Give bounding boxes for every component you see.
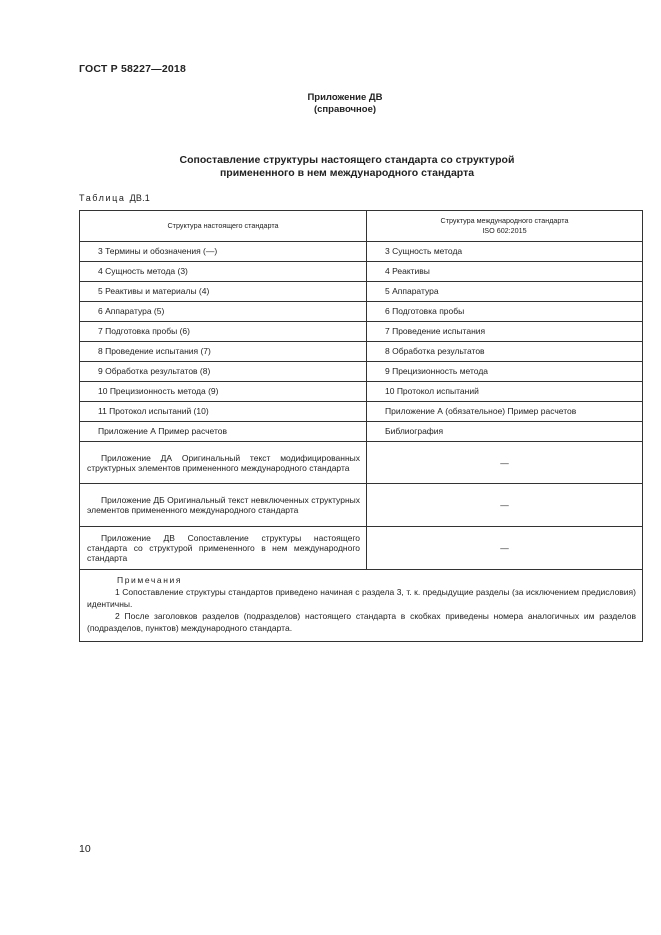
table-label — [79, 193, 150, 203]
cell-international: — — [367, 527, 643, 570]
header-col-international — [367, 211, 643, 242]
header-col-international-line1: Структура международного стандарта — [440, 216, 569, 225]
cell-national: 6 Аппаратура (5) — [80, 302, 367, 322]
table-row — [80, 242, 643, 262]
header-col-international-line2: ISO 602:2015 — [482, 226, 527, 235]
table-row — [80, 322, 643, 342]
table-row — [80, 382, 643, 402]
cell-international: — — [367, 442, 643, 484]
standard-code: ГОСТ Р 58227—2018 — [79, 63, 187, 75]
notes-row — [80, 570, 643, 642]
cell-national: 8 Проведение испытания (7) — [80, 342, 367, 362]
cell-national: Приложение ДА Оригинальный текст модифицированных структурных элементов примененного международного стандарта — [80, 442, 367, 484]
annex-title: Приложение ДВ — [307, 92, 383, 103]
table-row — [80, 402, 643, 422]
table-header-row — [80, 211, 643, 242]
table-label-number: ДВ.1 — [129, 193, 151, 203]
cell-national: 3 Термины и обозначения (—) — [80, 242, 367, 262]
cell-international: 6 Подготовка пробы — [367, 302, 643, 322]
cell-international: 8 Обработка результатов — [367, 342, 643, 362]
structure-comparison-table — [79, 210, 643, 642]
header-col-national: Структура настоящего стандарта — [80, 211, 367, 242]
document-title-line1: Сопоставление структуры настоящего стандарта со структурой — [179, 154, 515, 166]
cell-national: Приложение А Пример расчетов — [80, 422, 367, 442]
table-row — [80, 362, 643, 382]
table-row — [80, 262, 643, 282]
cell-international: — — [367, 484, 643, 527]
cell-international: 4 Реактивы — [367, 262, 643, 282]
cell-international: 7 Проведение испытания — [367, 322, 643, 342]
cell-national: 7 Подготовка пробы (6) — [80, 322, 367, 342]
cell-national: 10 Прецизионность метода (9) — [80, 382, 367, 402]
cell-national: 5 Реактивы и материалы (4) — [80, 282, 367, 302]
table-row — [80, 342, 643, 362]
table-row — [80, 442, 643, 484]
notes-cell — [80, 570, 643, 642]
notes-heading: Примечания — [117, 575, 183, 585]
cell-national: Приложение ДБ Оригинальный текст невключенных структурных элементов примененного международного стандарта — [80, 484, 367, 527]
cell-national: Приложение ДВ Сопоставление структуры настоящего стандарта со структурой примененного в нем международного стандарта — [80, 527, 367, 570]
cell-international: 9 Прецизионность метода — [367, 362, 643, 382]
cell-national: 11 Протокол испытаний (10) — [80, 402, 367, 422]
table-label-prefix: Таблица — [79, 193, 126, 203]
cell-national: 4 Сущность метода (3) — [80, 262, 367, 282]
table-row — [80, 302, 643, 322]
table-row — [80, 422, 643, 442]
cell-international: 10 Протокол испытаний — [367, 382, 643, 402]
cell-national: 9 Обработка результатов (8) — [80, 362, 367, 382]
note-item: 2 После заголовков разделов (подразделов) настоящего стандарта в скобках приведены номера аналогичных им разделов (подразделов, пунктов) международного стандарта. — [87, 611, 636, 633]
annex-type: (справочное) — [313, 104, 377, 115]
table-row — [80, 484, 643, 527]
page-number: 10 — [79, 843, 91, 855]
cell-international: 3 Сущность метода — [367, 242, 643, 262]
cell-international: 5 Аппаратура — [367, 282, 643, 302]
document-title-line2: примененного в нем международного стандарта — [219, 167, 475, 179]
cell-international: Библиография — [367, 422, 643, 442]
table-row — [80, 282, 643, 302]
table-row — [80, 527, 643, 570]
note-item: 1 Сопоставление структуры стандартов приведено начиная с раздела 3, т. к. предыдущие разделы (за исключением предисловия) идентичны. — [87, 587, 636, 609]
cell-international: Приложение А (обязательное) Пример расчетов — [367, 402, 643, 422]
